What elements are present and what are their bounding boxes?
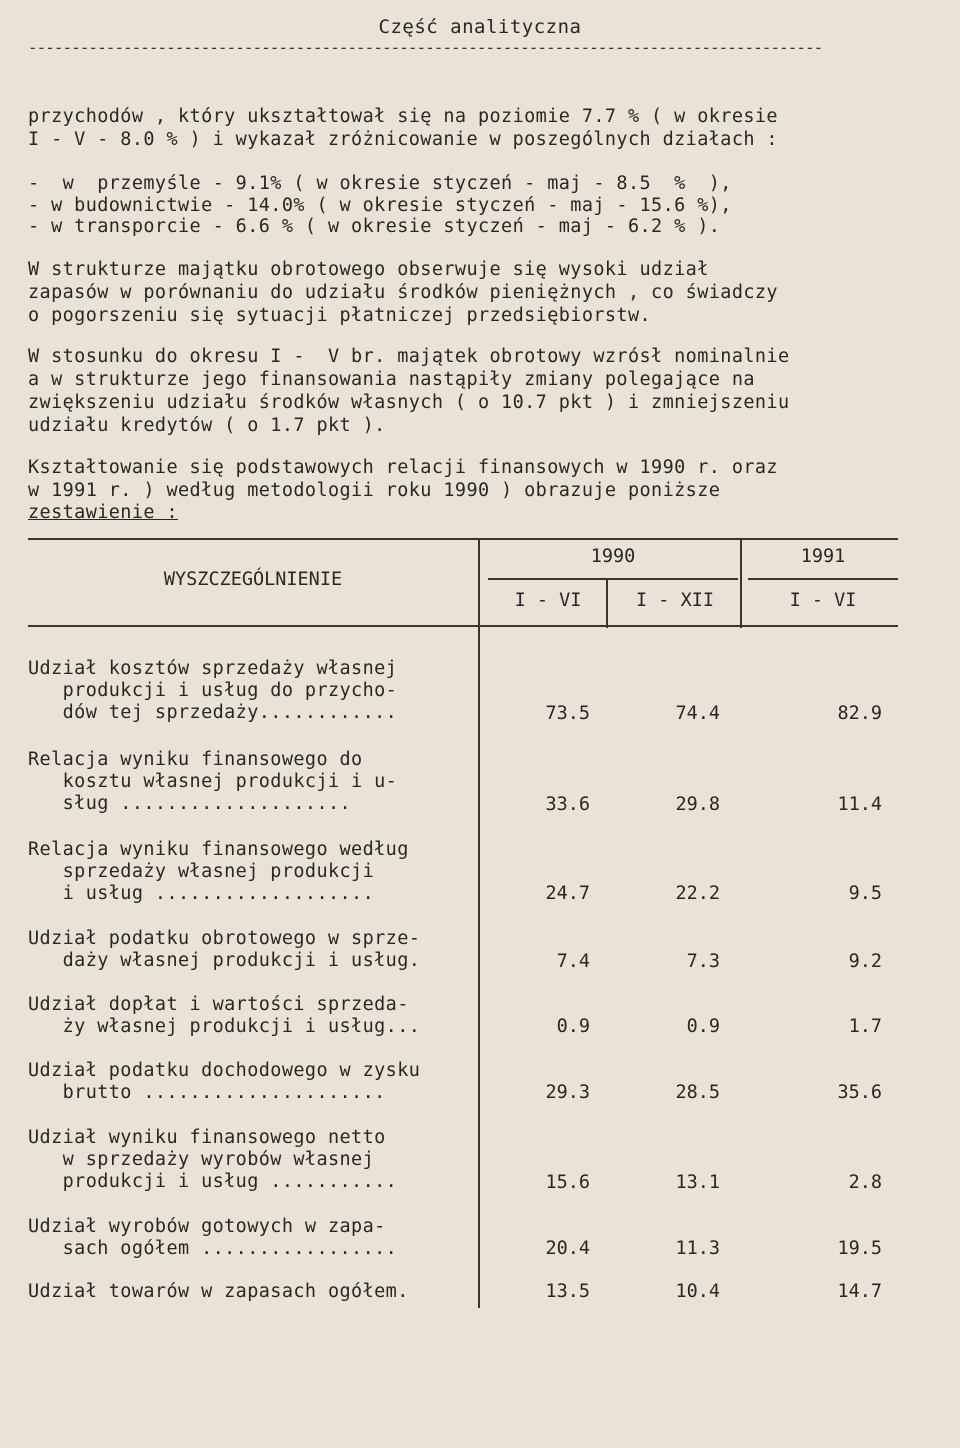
table-cell: 19.5 (837, 1238, 882, 1259)
row-label-line: Udział podatku obrotowego w sprze- (28, 928, 421, 949)
table-cell: 28.5 (675, 1082, 720, 1103)
row-label-line: ży własnej produkcji i usług... (28, 1016, 421, 1037)
row-label-line: Relacja wyniku finansowego według (28, 839, 409, 860)
year-header-1991: 1991 (800, 546, 846, 567)
para2-line-1: W stosunku do okresu I - V br. majątek obrotowy wzrósł nominalnie (28, 346, 790, 367)
row-label-line: w sprzedaży wyrobów własnej (28, 1149, 375, 1170)
table-vline-1 (478, 538, 480, 1308)
table-cell: 73.5 (545, 703, 590, 724)
para1-line-1: W strukturze majątku obrotowego obserwuje się wysoki udział (28, 259, 709, 280)
para2-line-3: zwiększeniu udziału środków własnych ( o 10.7 pkt ) i zmniejszeniu (28, 392, 790, 413)
table-top-rule (28, 538, 898, 540)
table-cell: 33.6 (545, 794, 590, 815)
row-label-line: sług .................... (28, 793, 352, 814)
intro-text-1: przychodów , który ukształtował się na poziomie 7.7 % ( w okresie (28, 106, 778, 127)
table-cell: 15.6 (545, 1172, 590, 1193)
table-cell: 74.4 (675, 703, 720, 724)
table-cell: 14.7 (837, 1281, 882, 1302)
table-cell: 29.3 (545, 1082, 590, 1103)
row-label-line: daży własnej produkcji i usług. (28, 950, 421, 971)
para3-line-3: zestawienie : (28, 502, 178, 523)
page-title: Część analityczna (378, 16, 582, 38)
table-cell: 29.8 (675, 794, 720, 815)
table-header-rule (28, 625, 898, 627)
year-header-1990: 1990 (590, 546, 636, 567)
table-cell: 7.4 (556, 951, 590, 972)
period-header-1990-i-vi: I - VI (514, 590, 582, 611)
para1-line-3: o pogorszeniu się sytuacji płatniczej przedsiębiorstw. (28, 305, 652, 326)
table-row-label (28, 928, 420, 972)
row-label-line: Udział wyrobów gotowych w zapa- (28, 1216, 386, 1237)
table-row-label (28, 1281, 409, 1303)
column-header-label: WYSZCZEGÓLNIENIE (163, 569, 343, 590)
bullet-przemysl: - w przemyśle - 9.1% ( w okresie styczeń - maj - 8.5 % ), (28, 173, 732, 194)
table-cell: 82.9 (837, 703, 882, 724)
table-vline-3 (740, 538, 742, 628)
row-label-line: Udział wyniku finansowego netto (28, 1127, 386, 1148)
table-cell: 13.5 (545, 1281, 590, 1302)
para2-line-2: a w strukturze jego finansowania nastąpiły zmiany polegające na (28, 369, 755, 390)
row-label-line: Relacja wyniku finansowego do (28, 749, 363, 770)
row-label-line: Udział kosztów sprzedaży własnej (28, 658, 398, 679)
header-rule: -------------------------------------------------------------------------------------------- (28, 38, 823, 57)
row-label-line: kosztu własnej produkcji i u- (28, 771, 398, 792)
period-header-1990-i-xii: I - XII (636, 590, 714, 611)
table-cell: 9.2 (848, 951, 882, 972)
intro-line-1 (28, 106, 898, 127)
table-cell: 0.9 (686, 1016, 720, 1037)
table-row-label (28, 1127, 397, 1193)
table-cell: 22.2 (675, 883, 720, 904)
table-cell: 11.3 (675, 1238, 720, 1259)
bullet-transport: - w transporcie - 6.6 % ( w okresie styczeń - maj - 6.2 % ). (28, 216, 721, 237)
table-cell: 7.3 (686, 951, 720, 972)
table-row-label (28, 839, 409, 905)
row-label-line: produkcji i usług ........... (28, 1171, 398, 1192)
table-cell: 11.4 (837, 794, 882, 815)
para3-line-1: Kształtowanie się podstawowych relacji finansowych w 1990 r. oraz (28, 457, 778, 478)
table-row-label (28, 658, 397, 724)
table-cell: 9.5 (848, 883, 882, 904)
para1-line-2: zapasów w porównaniu do udziału środków pieniężnych , co świadczy (28, 282, 778, 303)
row-label-line: Udział dopłat i wartości sprzeda- (28, 994, 409, 1015)
table-row-label (28, 994, 420, 1038)
table-cell: 35.6 (837, 1082, 882, 1103)
table-cell: 0.9 (556, 1016, 590, 1037)
table-cell: 13.1 (675, 1172, 720, 1193)
para2-line-4: udziału kredytów ( o 1.7 pkt ). (28, 415, 386, 436)
table-year-rule-1991 (748, 578, 898, 580)
table-cell: 2.8 (848, 1172, 882, 1193)
row-label-line: Udział towarów w zapasach ogółem. (28, 1281, 409, 1302)
row-label-line: dów tej sprzedaży............ (28, 702, 398, 723)
row-label-line: sprzedaży własnej produkcji (28, 861, 375, 882)
table-year-rule-1990 (488, 578, 738, 580)
table-cell: 24.7 (545, 883, 590, 904)
table-row-label (28, 1216, 397, 1260)
row-label-line: produkcji i usług do przycho- (28, 680, 398, 701)
row-label-line: i usług ................... (28, 883, 375, 904)
row-label-line: sach ogółem ................. (28, 1238, 398, 1259)
para3-line-2: w 1991 r. ) według metodologii roku 1990 ) obrazuje poniższe (28, 480, 721, 501)
row-label-line: Udział podatku dochodowego w zysku (28, 1060, 421, 1081)
table-cell: 1.7 (848, 1016, 882, 1037)
row-label-line: brutto ..................... (28, 1082, 386, 1103)
intro-line-2: I - V - 8.0 % ) i wykazał zróżnicowanie w poszególnych działach : (28, 129, 778, 150)
table-row-label (28, 749, 397, 815)
table-cell: 10.4 (675, 1281, 720, 1302)
bullet-budownictwo: - w budownictwie - 14.0% ( w okresie styczeń - maj - 15.6 %), (28, 195, 732, 216)
period-header-1991-i-vi: I - VI (789, 590, 857, 611)
table-cell: 20.4 (545, 1238, 590, 1259)
table-row-label (28, 1060, 420, 1104)
